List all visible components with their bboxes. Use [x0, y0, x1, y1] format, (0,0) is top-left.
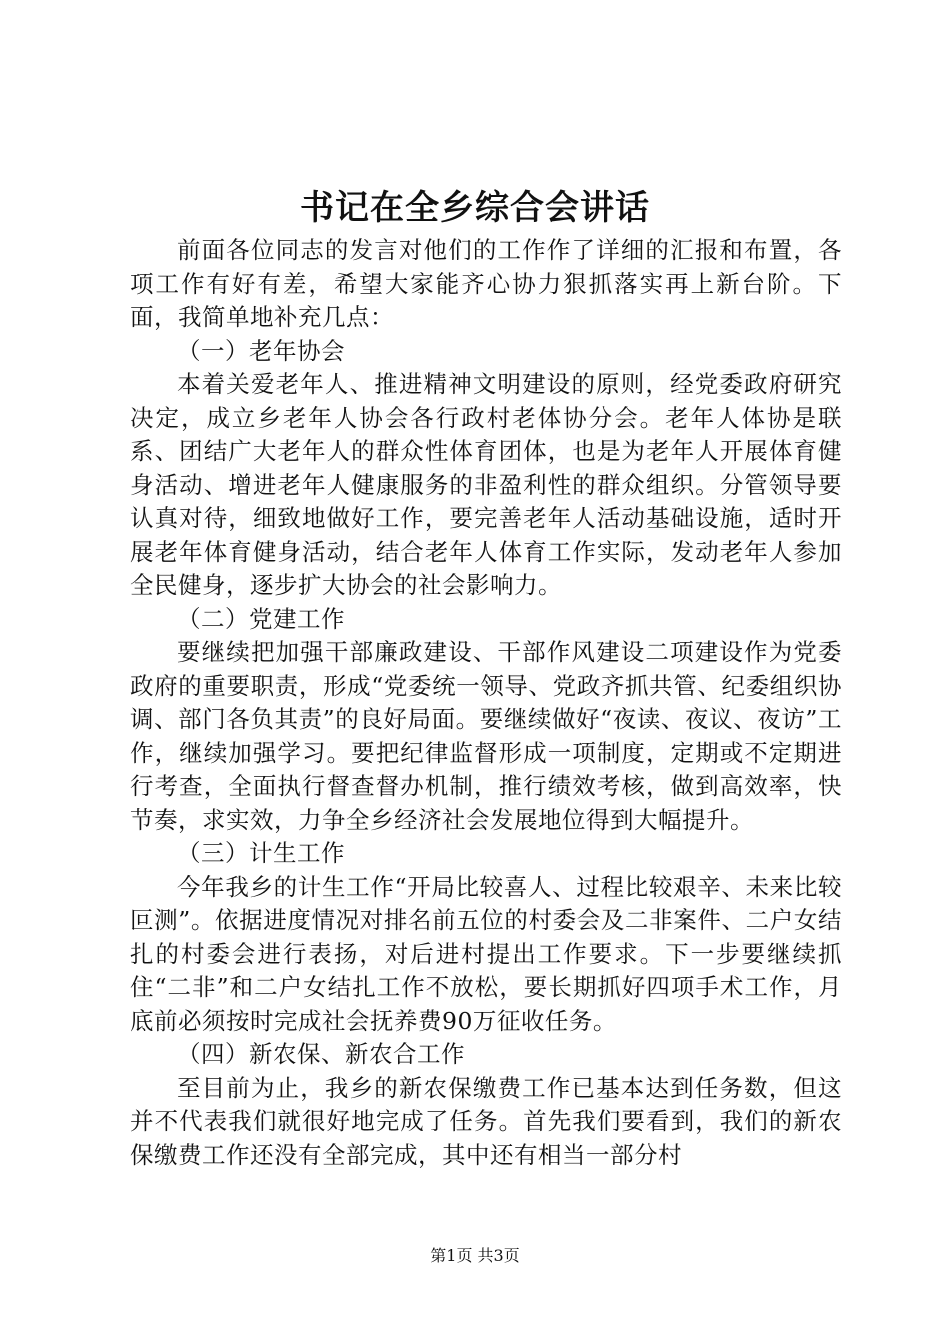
document-body [130, 234, 842, 1172]
document-title: 书记在全乡综合会讲话 [300, 188, 650, 228]
section-body-elderly-association: 本着关爱老年人、推进精神文明建设的原则，经党委政府研究决定，成立乡老年人协会各行政村老体协分会。老年人体协是联系、团结广大老年人的群众性体育团体，也是为老年人开展体育健身活动、增进老年人健康服务的非盈利性的群众组织。分管领导要认真对待，细致地做好工作，要完善老年人活动基础设施，适时开展老年体育健身活动，结合老年人体育工作实际，发动老年人参加全民健身，逐步扩大协会的社会影响力。 [130, 370, 842, 599]
intro-paragraph: 前面各位同志的发言对他们的工作作了详细的汇报和布置，各项工作有好有差，希望大家能齐心协力狠抓落实再上新台阶。下面，我简单地补充几点： [130, 236, 842, 331]
page-footer: 第1页 共3页 [430, 1246, 520, 1265]
section-heading-elderly-association: （一）老年协会 [177, 336, 345, 365]
section-body-rural-insurance: 至目前为止，我乡的新农保缴费工作已基本达到任务数，但这并不代表我们就很好地完成了任务。首先我们要看到，我们的新农保缴费工作还没有全部完成，其中还有相当一部分村 [130, 1073, 842, 1169]
section-heading-party-building: （二）党建工作 [177, 604, 345, 633]
section-body-party-building: 要继续把加强干部廉政建设、干部作风建设二项建设作为党委政府的重要职责，形成“党委统一领导、党政齐抓共管、纪委组织协调、部门各负其责”的良好局面。要继续做好“夜读、夜议、夜访”工作，继续加强学习。要把纪律监督形成一项制度，定期或不定期进行考查，全面执行督查督办机制，推行绩效考核，做到高效率，快节奏，求实效，力争全乡经济社会发展地位得到大幅提升。 [130, 638, 842, 834]
section-heading-family-planning: （三）计生工作 [177, 839, 345, 867]
section-body-family-planning: 今年我乡的计生工作“开局比较喜人、过程比较艰辛、未来比较叵测”。依据进度情况对排名前五位的村委会及二非案件、二户女结扎的村委会进行表扬，对后进村提出工作要求。下一步要继续抓住“二非”和二户女结扎工作不放松，要长期抓好四项手术工作，月底前必须按时完成社会抚养费90万征收任务。 [130, 872, 842, 1035]
section-heading-rural-insurance: （四）新农保、新农合工作 [177, 1040, 465, 1068]
